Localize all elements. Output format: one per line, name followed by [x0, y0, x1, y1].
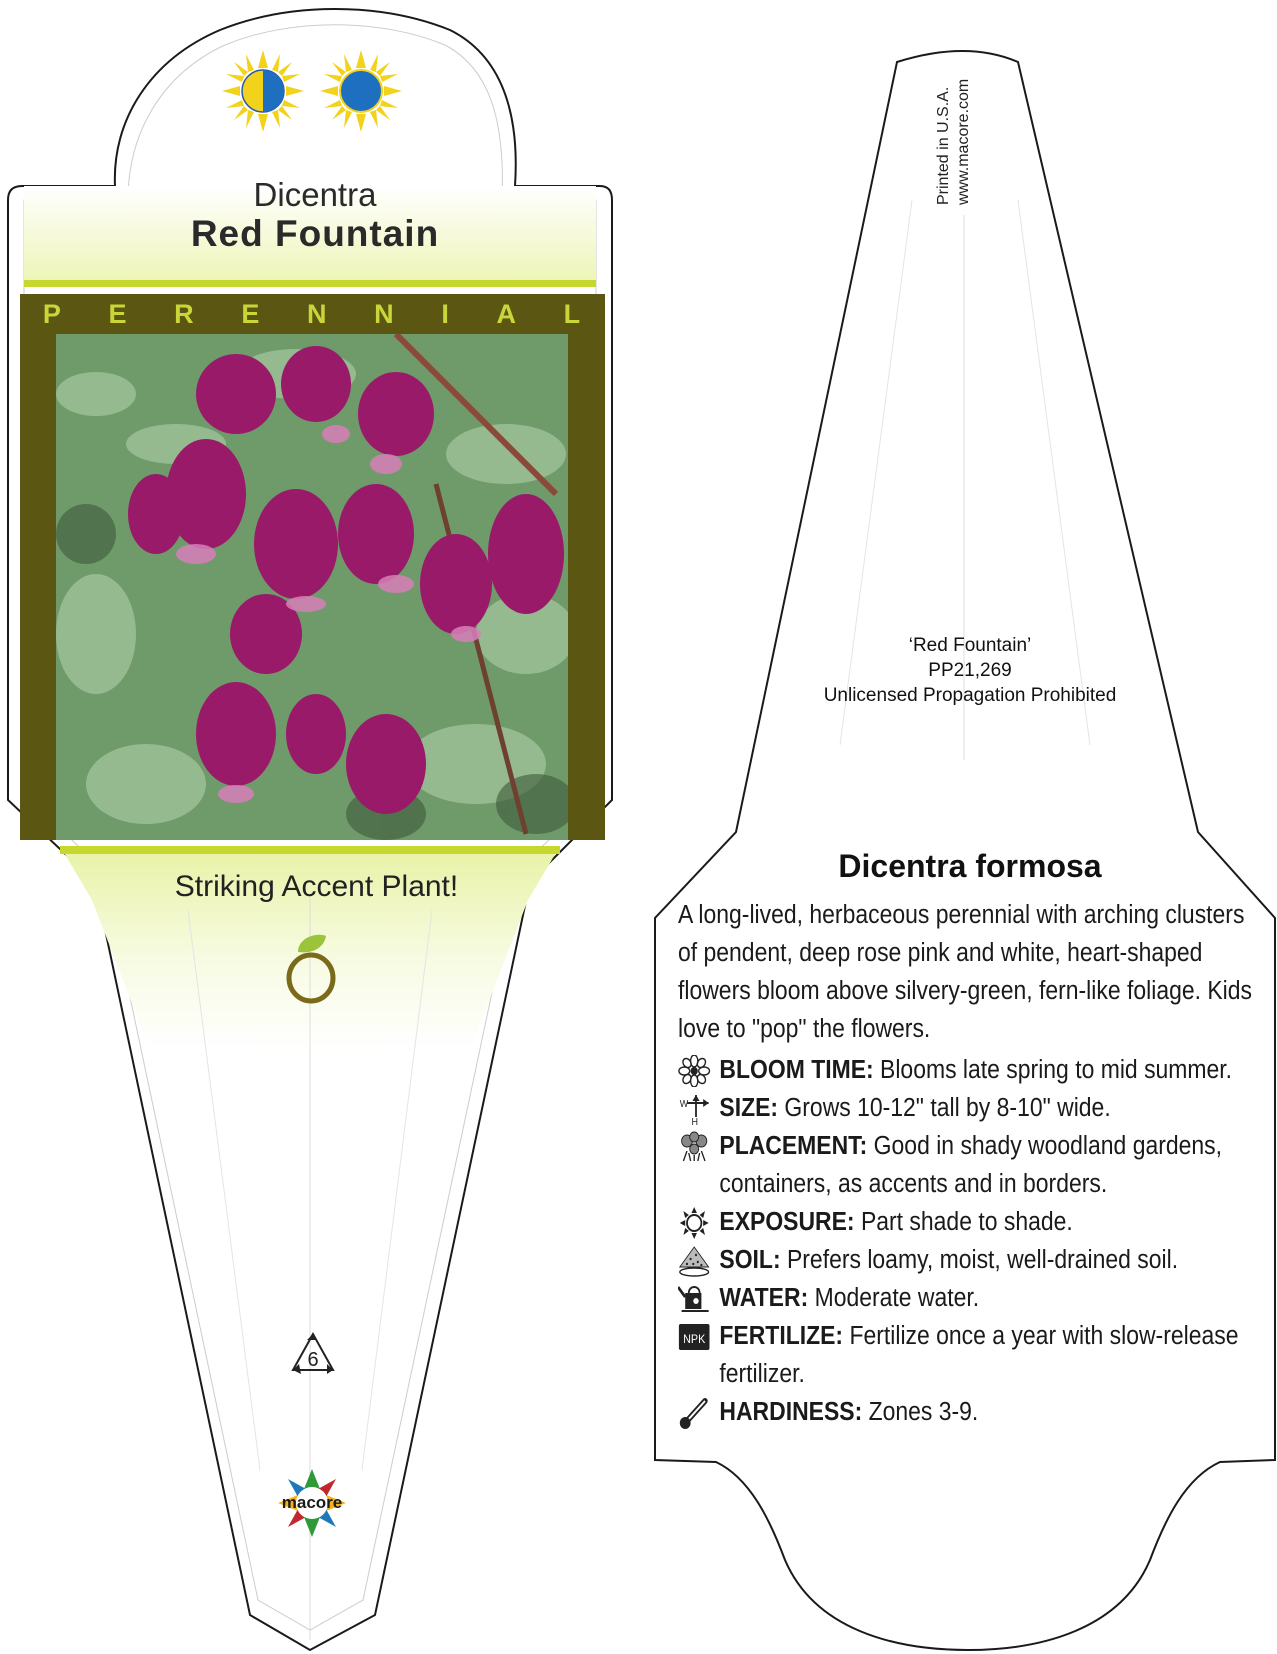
thermometer-icon [678, 1397, 710, 1429]
care-placement: PLACEMENT: Good in shady woodland gardens, containers, as accents and in borders. [678, 1127, 1263, 1203]
recycle-icon [287, 1330, 339, 1380]
macore-logo [270, 1466, 354, 1540]
patent-notice: Unlicensed Propagation Prohibited [823, 685, 1117, 706]
cultivar-title: Red Fountain [190, 213, 440, 254]
shade-icon [320, 50, 402, 132]
svg-text:W: W [679, 1098, 689, 1111]
soil-icon [678, 1245, 710, 1277]
printed-website: www.macore.com [955, 78, 972, 205]
part-sun-icon [222, 50, 304, 132]
plant-photo [56, 334, 568, 840]
placement-icon [678, 1131, 710, 1163]
tagline: Striking Accent Plant! [174, 870, 459, 903]
care-hardiness: HARDINESS: Zones 3-9. [678, 1393, 1263, 1431]
care-soil: SOIL: Prefers loamy, moist, well-drained soil. [678, 1241, 1263, 1279]
patent-number: PP21,269 [928, 660, 1012, 681]
recycle-number: 6 [307, 1349, 319, 1371]
size-icon [678, 1093, 710, 1125]
perennial-label: P E R E N N I A L [42, 298, 583, 329]
patent-block [760, 633, 1180, 708]
svg-text:macore: macore [281, 1493, 343, 1512]
care-exposure: EXPOSURE: Part shade to shade. [678, 1203, 1263, 1241]
care-fertilize: NPK FERTILIZE: Fertilize once a year with slow-release fertilizer. [678, 1317, 1263, 1393]
care-bloom-time: BLOOM TIME: Blooms late spring to mid summer. [678, 1051, 1263, 1089]
species-name: Dicentra formosa [838, 848, 1102, 884]
care-size: W H SIZE: Grows 10-12" tall by 8-10" wide. [678, 1089, 1263, 1127]
care-water: WATER: Moderate water. [678, 1279, 1263, 1317]
printed-country: Printed in U.S.A. [935, 86, 952, 205]
watering-can-icon [678, 1283, 710, 1315]
flower-icon [678, 1055, 710, 1087]
genus-title: Dicentra [253, 176, 377, 213]
care-list [678, 1051, 1263, 1431]
svg-text:H: H [691, 1116, 699, 1125]
svg-text:NPK: NPK [683, 1333, 706, 1347]
npk-icon [678, 1321, 710, 1353]
patent-name: ‘Red Fountain’ [908, 635, 1032, 656]
plant-description: A long-lived, herbaceous perennial with arching clusters of pendent, deep rose pink and white, heart-shaped flowers bloom above silvery-green, fern-like foliage. Kids love to "pop" the flowers. [678, 901, 1253, 1043]
seedling-icon [284, 930, 338, 1004]
sun-icon [678, 1207, 710, 1239]
printed-info [935, 55, 975, 215]
